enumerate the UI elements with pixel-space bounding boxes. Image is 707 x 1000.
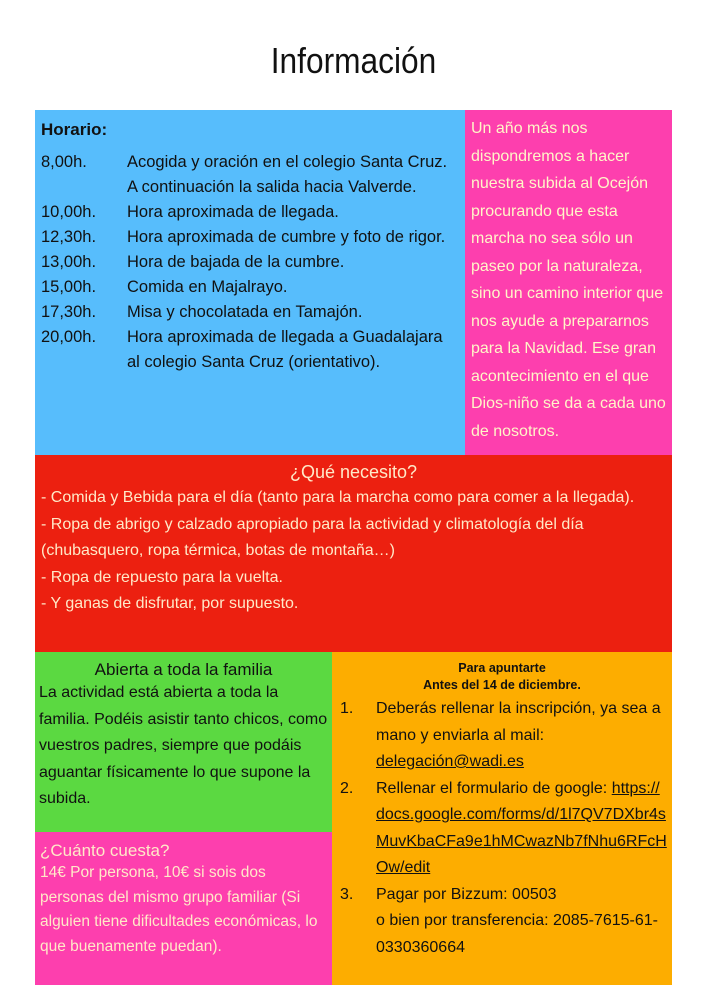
- schedule-time: 17,30h.: [41, 303, 97, 321]
- step-body: [376, 696, 668, 776]
- signup-steps: [336, 696, 668, 961]
- signup-deadline: Antes del 14 de diciembre.: [423, 678, 581, 692]
- step-body: [376, 882, 668, 962]
- cost-heading: ¿Cuánto cuesta?: [40, 841, 170, 860]
- needs-panel: [35, 455, 672, 652]
- form-link[interactable]: https://docs.google.com/forms/d/1l7QV7DXbr4sMuvKbaCFa9e1hMCwazNb7fNhu6RFcHOw/edit: [376, 779, 667, 876]
- schedule-item: [41, 200, 459, 225]
- signup-step: [336, 696, 668, 776]
- schedule-time: 12,30h.: [41, 228, 97, 246]
- schedule-desc: Acogida y oración en el colegio Santa Cruz. A continuación la salida hacia Valverde.: [127, 153, 448, 196]
- schedule-item: [41, 275, 459, 300]
- schedule-desc: Hora aproximada de cumbre y foto de rigor.: [127, 228, 446, 246]
- schedule-item: [41, 225, 459, 250]
- family-text: La actividad está abierta a toda la familia. Podéis asistir tanto chicos, como vuestros padres, siempre que podáis aguantar físicamente lo que supone la subida.: [39, 684, 328, 807]
- schedule-desc: Comida en Majalrayo.: [127, 278, 288, 296]
- schedule-desc: Hora de bajada de la cumbre.: [127, 253, 345, 271]
- schedule-item: [41, 325, 459, 375]
- step-number: 1.: [340, 700, 354, 717]
- schedule-time: 20,00h.: [41, 328, 97, 346]
- schedule-panel: [35, 110, 465, 455]
- email-link[interactable]: delegación@wadi.es: [376, 753, 524, 770]
- schedule-time: 8,00h.: [41, 153, 87, 171]
- needs-item: - Ropa de repuesto para la vuelta.: [41, 568, 283, 586]
- step-text: Rellenar el formulario de google:: [376, 779, 608, 797]
- intro-panel: [465, 110, 672, 455]
- signup-panel: [332, 652, 672, 985]
- needs-list: [41, 485, 666, 618]
- step-body: [376, 776, 668, 882]
- step-extra: o bien por transferencia: 2085-7615-61-0330360664: [376, 912, 658, 956]
- signup-step: [336, 776, 668, 882]
- family-heading: Abierta a toda la familia: [94, 660, 273, 679]
- schedule-item: [41, 300, 459, 325]
- cost-panel: [35, 832, 332, 985]
- schedule-time: 15,00h.: [41, 278, 97, 296]
- schedule-list: [41, 150, 459, 375]
- intro-text: Un año más nos dispondremos a hacer nuestra subida al Ocejón procurando que esta marcha no sea sólo un paseo por la naturaleza, sino un camino interior que nos ayude a prepararnos para la Navidad. Ese gran acontecimiento en el que Dios-niño se da a cada uno de nosotros.: [471, 120, 666, 440]
- schedule-desc: Hora aproximada de llegada a Guadalajara al colegio Santa Cruz (orientativo).: [127, 328, 443, 371]
- needs-heading: ¿Qué necesito?: [289, 462, 418, 482]
- needs-item: - Ropa de abrigo y calzado apropiado para la actividad y climatología del día (chubasquero, ropa térmica, botas de montaña…): [41, 515, 584, 559]
- needs-item: - Comida y Bebida para el día (tanto para la marcha como para comer a la llegada).: [41, 489, 635, 506]
- schedule-time: 13,00h.: [41, 253, 97, 271]
- schedule-item: [41, 150, 459, 200]
- family-panel: [35, 652, 332, 832]
- signup-step: [336, 882, 668, 962]
- step-number: 2.: [340, 779, 354, 797]
- needs-item: - Y ganas de disfrutar, por supuesto.: [41, 595, 299, 612]
- schedule-heading: Horario:: [41, 120, 108, 139]
- step-number: 3.: [340, 885, 354, 903]
- signup-heading: Para apuntarte: [458, 661, 546, 675]
- schedule-item: [41, 250, 459, 275]
- schedule-time: 10,00h.: [41, 203, 97, 221]
- step-text: Deberás rellenar la inscripción, ya sea a mano y enviarla al mail:: [376, 700, 661, 744]
- schedule-desc: Hora aproximada de llegada.: [127, 203, 339, 221]
- schedule-desc: Misa y chocolatada en Tamajón.: [127, 303, 363, 321]
- step-text: Pagar por Bizzum: 00503: [376, 885, 557, 903]
- page-title: Información: [270, 40, 437, 81]
- cost-text: 14€ Por persona, 10€ si sois dos personas del mismo grupo familiar (Si alguien tiene dificultades económicas, lo que buenamente puedan).: [40, 864, 318, 955]
